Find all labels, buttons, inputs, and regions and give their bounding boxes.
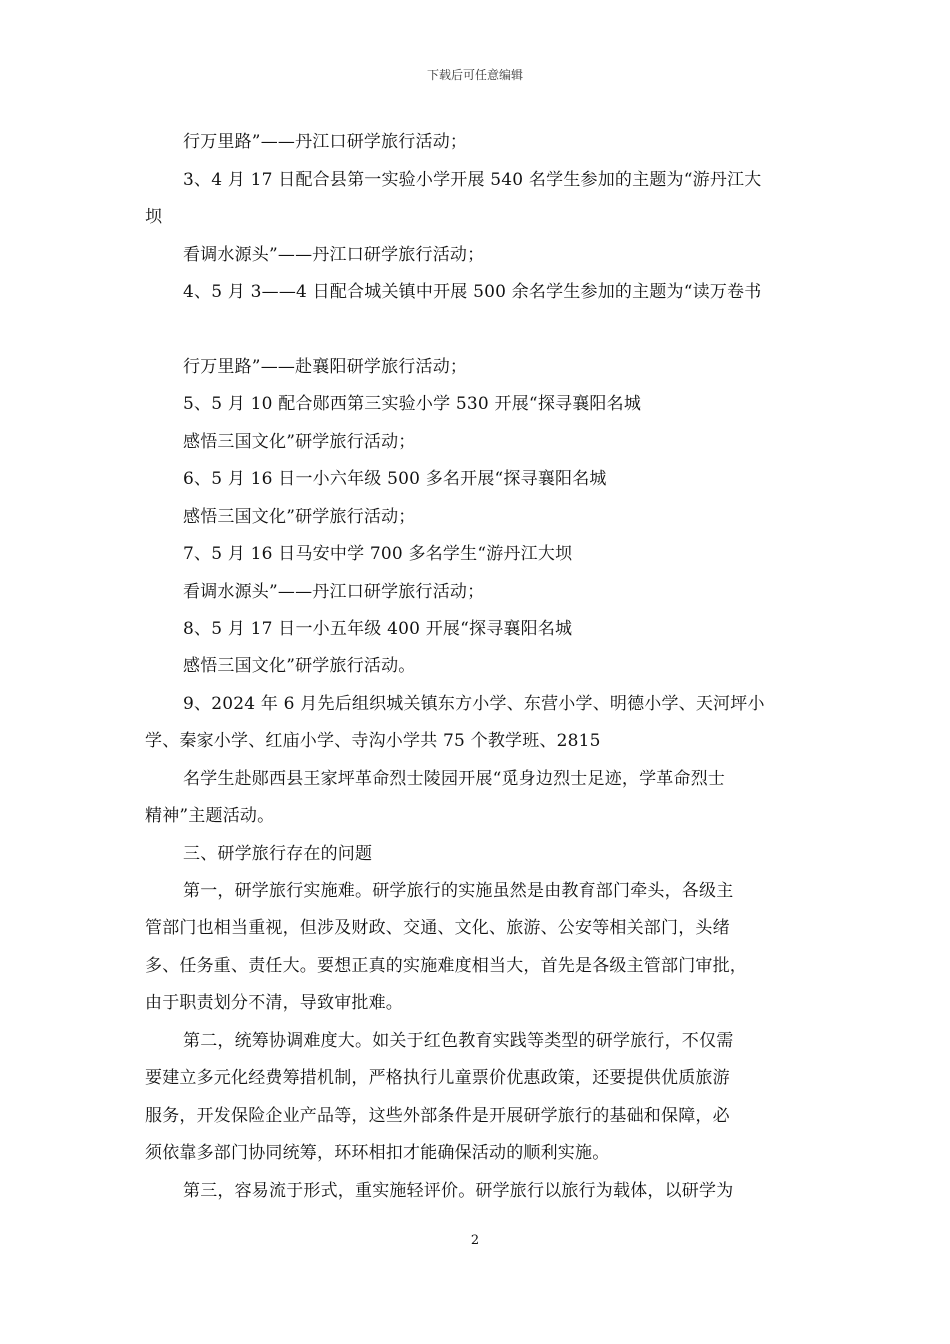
text-line: 要建立多元化经费筹措机制，严格执行儿童票价优惠政策，还要提供优质旅游: [145, 1068, 730, 1088]
text-line: 3、4 月 17 日配合县第一实验小学开展 540 名学生参加的主题为“游丹江大: [183, 170, 762, 190]
text-line: 名学生赴郧西县王家坪革命烈士陵园开展“觅身边烈士足迹，学革命烈士: [183, 769, 726, 789]
text-line: 6、5 月 16 日一小六年级 500 多名开展“探寻襄阳名城: [183, 469, 607, 489]
text-line: 看调水源头”——丹江口研学旅行活动；: [183, 582, 485, 602]
page-header: 下载后可任意编辑: [426, 68, 523, 82]
text-line: 感悟三国文化”研学旅行活动；: [183, 432, 416, 452]
text-line: 须依靠多部门协同统筹，环环相扣才能确保活动的顺利实施。: [145, 1143, 610, 1163]
text-line: 第一，研学旅行实施难。研学旅行的实施虽然是由教育部门牵头，各级主: [183, 881, 734, 901]
text-line: 8、5 月 17 日一小五年级 400 开展“探寻襄阳名城: [183, 619, 573, 639]
text-line: 坝: [145, 207, 163, 227]
text-line: 管部门也相当重视，但涉及财政、交通、文化、旅游、公安等相关部门，头绪: [145, 918, 730, 938]
text-line: 感悟三国文化”研学旅行活动；: [183, 507, 416, 527]
text-line: 7、5 月 16 日马安中学 700 多名学生“游丹江大坝: [183, 544, 573, 564]
text-line: 9、2024 年 6 月先后组织城关镇东方小学、东营小学、明德小学、天河坪小: [183, 694, 765, 714]
text-line: 服务，开发保险企业产品等，这些外部条件是开展研学旅行的基础和保障，必: [145, 1106, 730, 1126]
text-line: 行万里路”——丹江口研学旅行活动；: [183, 132, 468, 152]
text-line: 行万里路”——赴襄阳研学旅行活动；: [183, 357, 468, 377]
text-line: 第三，容易流于形式，重实施轻评价。研学旅行以旅行为载体，以研学为: [183, 1181, 734, 1201]
text-line: 看调水源头”——丹江口研学旅行活动；: [183, 245, 485, 265]
text-line: 4、5 月 3——4 日配合城关镇中开展 500 余名学生参加的主题为“读万卷书: [183, 282, 762, 302]
text-line: 多、任务重、责任大。要想正真的实施难度相当大，首先是各级主管部门审批，: [145, 956, 747, 976]
section-heading: 三、研学旅行存在的问题: [183, 844, 373, 864]
text-line: 学、秦家小学、红庙小学、寺沟小学共 75 个教学班、2815: [145, 731, 601, 751]
page-number: 2: [470, 1233, 480, 1248]
text-line: 第二，统筹协调难度大。如关于红色教育实践等类型的研学旅行，不仅需: [183, 1031, 734, 1051]
text-line: 由于职责划分不清，导致审批难。: [145, 993, 403, 1013]
text-line: 感悟三国文化”研学旅行活动。: [183, 656, 416, 676]
text-line: 精神”主题活动。: [145, 806, 275, 826]
text-line: 5、5 月 10 配合郧西第三实验小学 530 开展“探寻襄阳名城: [183, 394, 642, 414]
